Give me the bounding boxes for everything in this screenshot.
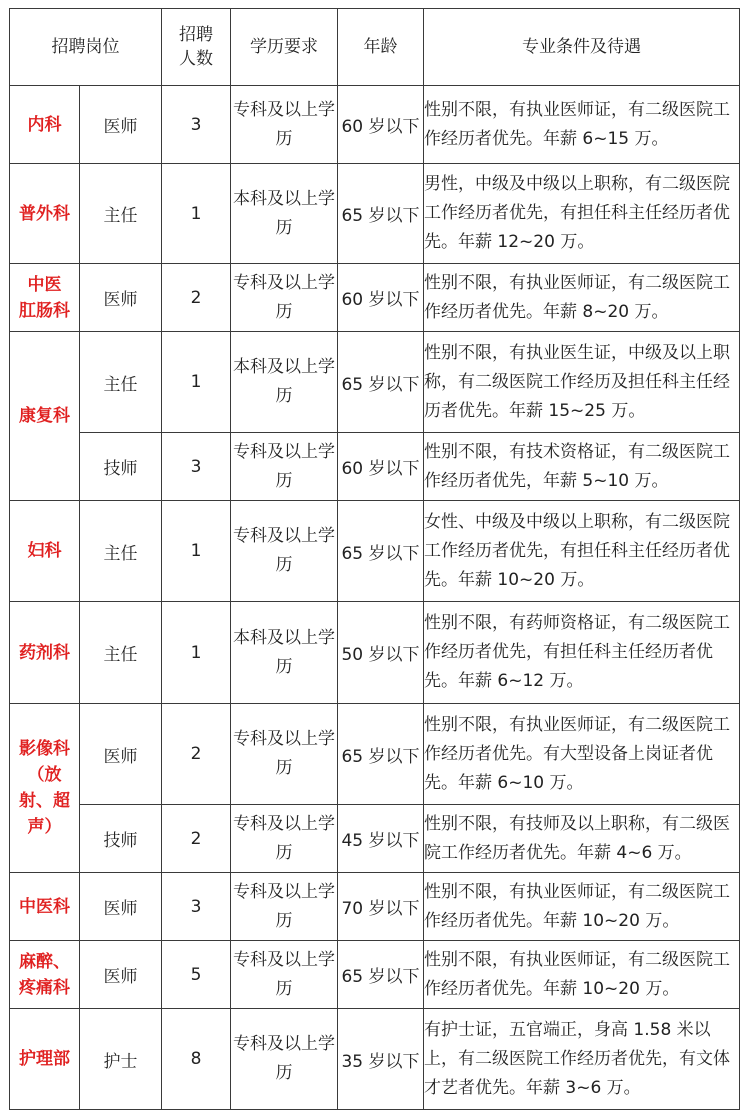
requirements-cell: 性别不限，有执业医师证，有二级医院工作经历者优先。年薪 10~20 万。 xyxy=(424,873,740,941)
position-cell: 医师 xyxy=(80,873,162,941)
education-cell: 专科及以上学历 xyxy=(231,264,338,332)
table-row xyxy=(10,86,740,164)
position-cell: 主任 xyxy=(80,602,162,704)
table-row xyxy=(10,941,740,1009)
age-cell: 60 岁以下 xyxy=(338,264,424,332)
requirements-cell: 性别不限，有执业医生证，中级及以上职称，有二级医院工作经历及担任科主任经历者优先。年薪 15~25 万。 xyxy=(424,332,740,433)
table-row xyxy=(10,164,740,264)
dept-cell: 内科 xyxy=(10,86,80,164)
position-cell: 技师 xyxy=(80,433,162,501)
dept-cell: 中医 肛肠科 xyxy=(10,264,80,332)
education-cell: 专科及以上学历 xyxy=(231,433,338,501)
requirements-cell: 女性、中级及中级以上职称，有二级医院工作经历者优先，有担任科主任经历者优先。年薪 10~20 万。 xyxy=(424,501,740,602)
requirements-cell: 有护士证，五官端正，身高 1.58 米以上，有二级医院工作经历者优先，有文体才艺者优先。年薪 3~6 万。 xyxy=(424,1009,740,1110)
table-row xyxy=(10,805,740,873)
age-cell: 65 岁以下 xyxy=(338,332,424,433)
education-cell: 专科及以上学历 xyxy=(231,501,338,602)
count-cell: 1 xyxy=(162,501,231,602)
count-cell: 3 xyxy=(162,86,231,164)
count-cell: 3 xyxy=(162,433,231,501)
requirements-cell: 男性，中级及中级以上职称，有二级医院工作经历者优先，有担任科主任经历者优先。年薪 12~20 万。 xyxy=(424,164,740,264)
header-education: 学历要求 xyxy=(231,9,338,86)
count-cell: 3 xyxy=(162,873,231,941)
requirements-cell: 性别不限，有技术资格证，有二级医院工作经历者优先，年薪 5~10 万。 xyxy=(424,433,740,501)
table-row xyxy=(10,264,740,332)
position-cell: 医师 xyxy=(80,264,162,332)
position-cell: 医师 xyxy=(80,941,162,1009)
count-cell: 5 xyxy=(162,941,231,1009)
count-cell: 1 xyxy=(162,602,231,704)
age-cell: 70 岁以下 xyxy=(338,873,424,941)
dept-cell: 普外科 xyxy=(10,164,80,264)
table-row xyxy=(10,1009,740,1110)
position-cell: 主任 xyxy=(80,501,162,602)
count-cell: 1 xyxy=(162,164,231,264)
education-cell: 专科及以上学历 xyxy=(231,941,338,1009)
dept-cell: 护理部 xyxy=(10,1009,80,1110)
count-cell: 2 xyxy=(162,805,231,873)
dept-cell: 药剂科 xyxy=(10,602,80,704)
header-requirements: 专业条件及待遇 xyxy=(424,9,740,86)
position-cell: 医师 xyxy=(80,86,162,164)
age-cell: 45 岁以下 xyxy=(338,805,424,873)
position-cell: 主任 xyxy=(80,332,162,433)
requirements-cell: 性别不限，有技师及以上职称，有二级医院工作经历者优先。年薪 4~6 万。 xyxy=(424,805,740,873)
requirements-cell: 性别不限，有执业医师证，有二级医院工作经历者优先。年薪 6~15 万。 xyxy=(424,86,740,164)
table-row xyxy=(10,704,740,805)
position-cell: 主任 xyxy=(80,164,162,264)
position-cell: 医师 xyxy=(80,704,162,805)
education-cell: 本科及以上学历 xyxy=(231,332,338,433)
education-cell: 专科及以上学历 xyxy=(231,805,338,873)
requirements-cell: 性别不限，有药师资格证，有二级医院工作经历者优先，有担任科主任经历者优先。年薪 6~12 万。 xyxy=(424,602,740,704)
dept-cell: 康复科 xyxy=(10,332,80,501)
education-cell: 专科及以上学历 xyxy=(231,704,338,805)
age-cell: 65 岁以下 xyxy=(338,704,424,805)
age-cell: 65 岁以下 xyxy=(338,501,424,602)
table-header-row xyxy=(10,9,740,86)
education-cell: 专科及以上学历 xyxy=(231,1009,338,1110)
table-row xyxy=(10,332,740,433)
table-row xyxy=(10,501,740,602)
position-cell: 护士 xyxy=(80,1009,162,1110)
age-cell: 50 岁以下 xyxy=(338,602,424,704)
education-cell: 专科及以上学历 xyxy=(231,86,338,164)
table-row xyxy=(10,433,740,501)
header-count: 招聘 人数 xyxy=(162,9,231,86)
age-cell: 60 岁以下 xyxy=(338,86,424,164)
count-cell: 2 xyxy=(162,704,231,805)
age-cell: 60 岁以下 xyxy=(338,433,424,501)
education-cell: 专科及以上学历 xyxy=(231,873,338,941)
dept-cell: 影像科 （放 射、超 声） xyxy=(10,704,80,873)
dept-cell: 妇科 xyxy=(10,501,80,602)
table-row xyxy=(10,602,740,704)
recruitment-table xyxy=(9,8,740,1110)
age-cell: 35 岁以下 xyxy=(338,1009,424,1110)
table-row xyxy=(10,873,740,941)
requirements-cell: 性别不限，有执业医师证，有二级医院工作经历者优先。年薪 8~20 万。 xyxy=(424,264,740,332)
count-cell: 1 xyxy=(162,332,231,433)
requirements-cell: 性别不限，有执业医师证，有二级医院工作经历者优先。年薪 10~20 万。 xyxy=(424,941,740,1009)
position-cell: 技师 xyxy=(80,805,162,873)
requirements-cell: 性别不限，有执业医师证，有二级医院工作经历者优先。有大型设备上岗证者优先。年薪 6~10 万。 xyxy=(424,704,740,805)
header-age: 年龄 xyxy=(338,9,424,86)
count-cell: 8 xyxy=(162,1009,231,1110)
education-cell: 本科及以上学历 xyxy=(231,602,338,704)
dept-cell: 中医科 xyxy=(10,873,80,941)
education-cell: 本科及以上学历 xyxy=(231,164,338,264)
age-cell: 65 岁以下 xyxy=(338,164,424,264)
header-post: 招聘岗位 xyxy=(10,9,162,86)
count-cell: 2 xyxy=(162,264,231,332)
age-cell: 65 岁以下 xyxy=(338,941,424,1009)
dept-cell: 麻醉、 疼痛科 xyxy=(10,941,80,1009)
